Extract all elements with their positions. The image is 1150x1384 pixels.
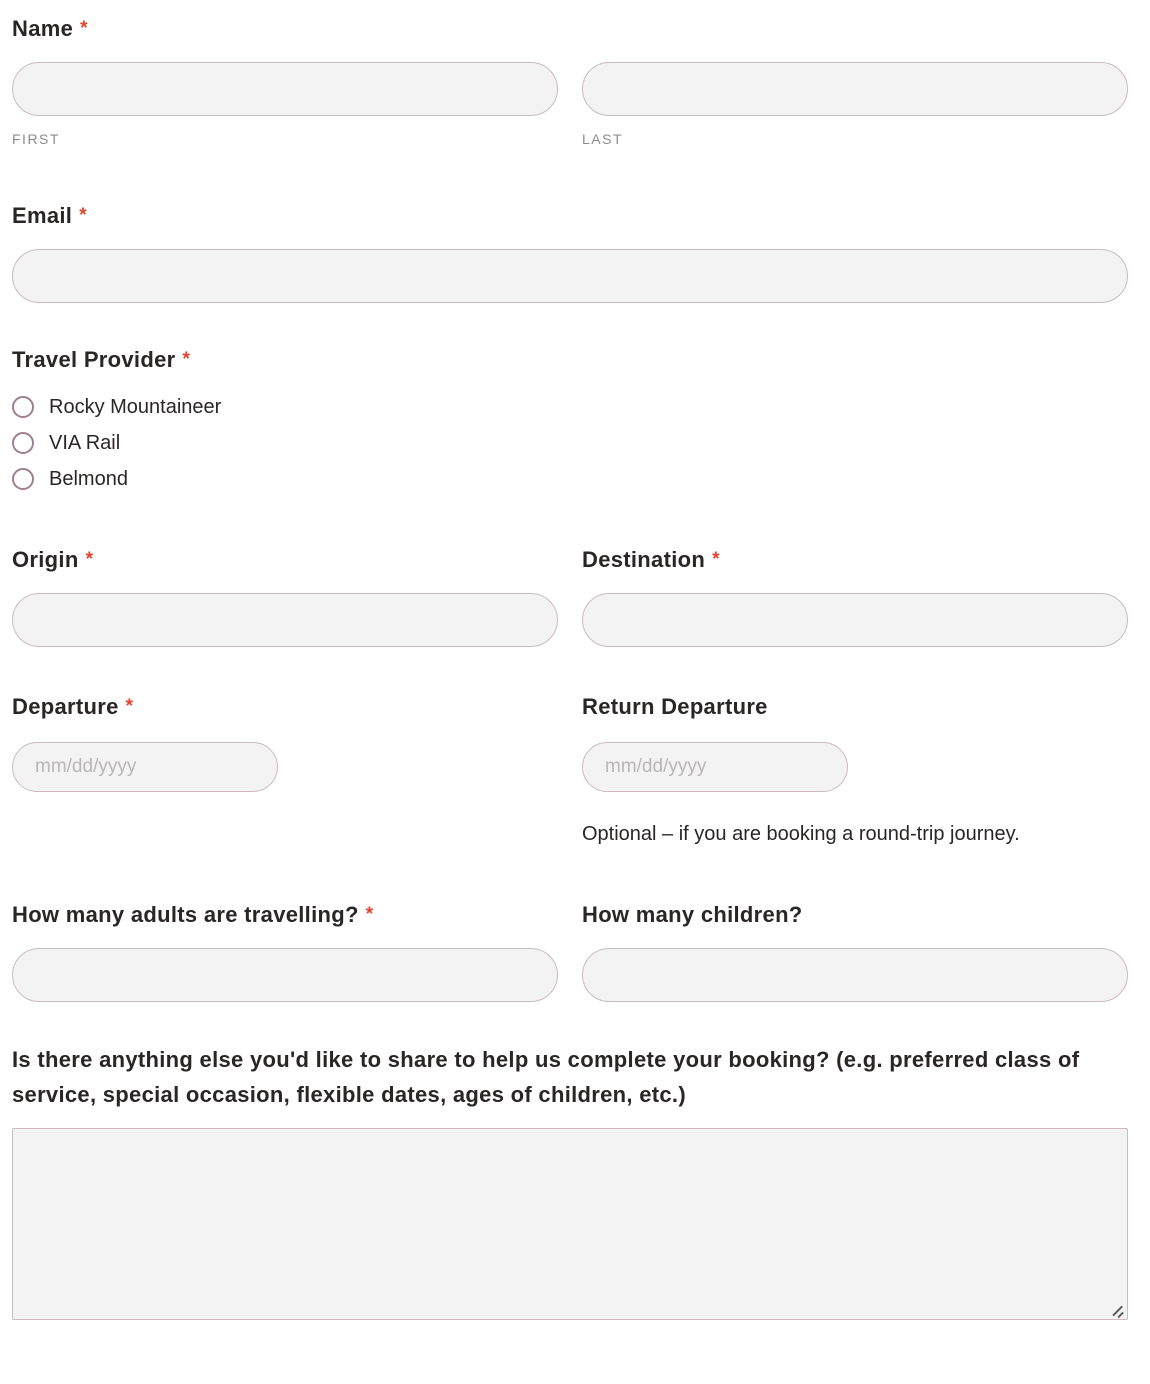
return-departure-label-row <box>582 694 1128 720</box>
notes-label: Is there anything else you'd like to share to help us complete your booking? (e.g. preferred class of service, special occasion, flexible dates, ages of children, etc.) <box>12 1047 1080 1107</box>
required-asterisk: * <box>365 904 374 925</box>
travel-provider-label: Travel Provider <box>12 347 176 372</box>
origin-input[interactable] <box>12 593 558 647</box>
last-name-input[interactable] <box>582 62 1128 116</box>
adults-input[interactable] <box>12 948 558 1002</box>
radio-option-via-rail[interactable] <box>12 425 1128 461</box>
dates-field-group <box>12 694 1128 852</box>
return-departure-date-input[interactable] <box>582 742 848 792</box>
travellers-field-group <box>12 902 1128 1002</box>
adults-label-row <box>12 902 558 928</box>
first-name-input[interactable] <box>12 62 558 116</box>
radio-button-icon[interactable] <box>12 396 34 418</box>
departure-label-row <box>12 694 558 720</box>
adults-subfield <box>12 902 558 1002</box>
email-input[interactable] <box>12 249 1128 303</box>
name-label: Name <box>12 16 74 41</box>
children-input[interactable] <box>582 948 1128 1002</box>
radio-option-rocky-mountaineer[interactable] <box>12 389 1128 425</box>
return-departure-label: Return Departure <box>582 694 768 719</box>
first-name-subfield <box>12 62 558 147</box>
travel-provider-field-group <box>12 347 1128 497</box>
route-field-group <box>12 547 1128 647</box>
destination-input[interactable] <box>582 593 1128 647</box>
departure-date-input[interactable] <box>12 742 278 792</box>
email-label: Email <box>12 203 73 228</box>
name-field-group <box>12 16 1128 147</box>
adults-label: How many adults are travelling? <box>12 902 359 927</box>
radio-option-label: Belmond <box>49 467 128 490</box>
required-asterisk: * <box>79 205 87 226</box>
required-asterisk: * <box>85 549 93 570</box>
name-label-row <box>12 16 1128 42</box>
return-departure-help-text: Optional – if you are booking a round-trip journey. <box>582 823 1020 845</box>
destination-label-row <box>582 547 1128 573</box>
children-subfield <box>582 902 1128 1002</box>
radio-option-belmond[interactable] <box>12 461 1128 497</box>
children-label: How many children? <box>582 902 803 927</box>
origin-label-row <box>12 547 558 573</box>
email-field-group <box>12 203 1128 303</box>
departure-label: Departure <box>12 694 119 719</box>
children-label-row <box>582 902 1128 928</box>
radio-button-icon[interactable] <box>12 432 34 454</box>
notes-textarea-wrap <box>12 1128 1128 1320</box>
notes-field-group <box>12 1042 1128 1320</box>
required-asterisk: * <box>80 18 88 39</box>
destination-label: Destination <box>582 547 706 572</box>
last-name-sublabel: LAST <box>582 131 624 147</box>
return-departure-subfield <box>582 694 1128 852</box>
required-asterisk: * <box>712 549 720 570</box>
radio-option-label: VIA Rail <box>49 431 121 454</box>
travel-provider-label-row <box>12 347 1128 373</box>
booking-form <box>12 0 1128 1320</box>
radio-option-label: Rocky Mountaineer <box>49 395 222 418</box>
required-asterisk: * <box>182 349 190 370</box>
radio-button-icon[interactable] <box>12 468 34 490</box>
destination-subfield <box>582 547 1128 647</box>
email-label-row <box>12 203 1128 229</box>
last-name-subfield <box>582 62 1128 147</box>
origin-label: Origin <box>12 547 79 572</box>
origin-subfield <box>12 547 558 647</box>
notes-textarea[interactable] <box>12 1128 1128 1320</box>
departure-subfield <box>12 694 558 792</box>
required-asterisk: * <box>125 696 134 717</box>
first-name-sublabel: FIRST <box>12 131 60 147</box>
